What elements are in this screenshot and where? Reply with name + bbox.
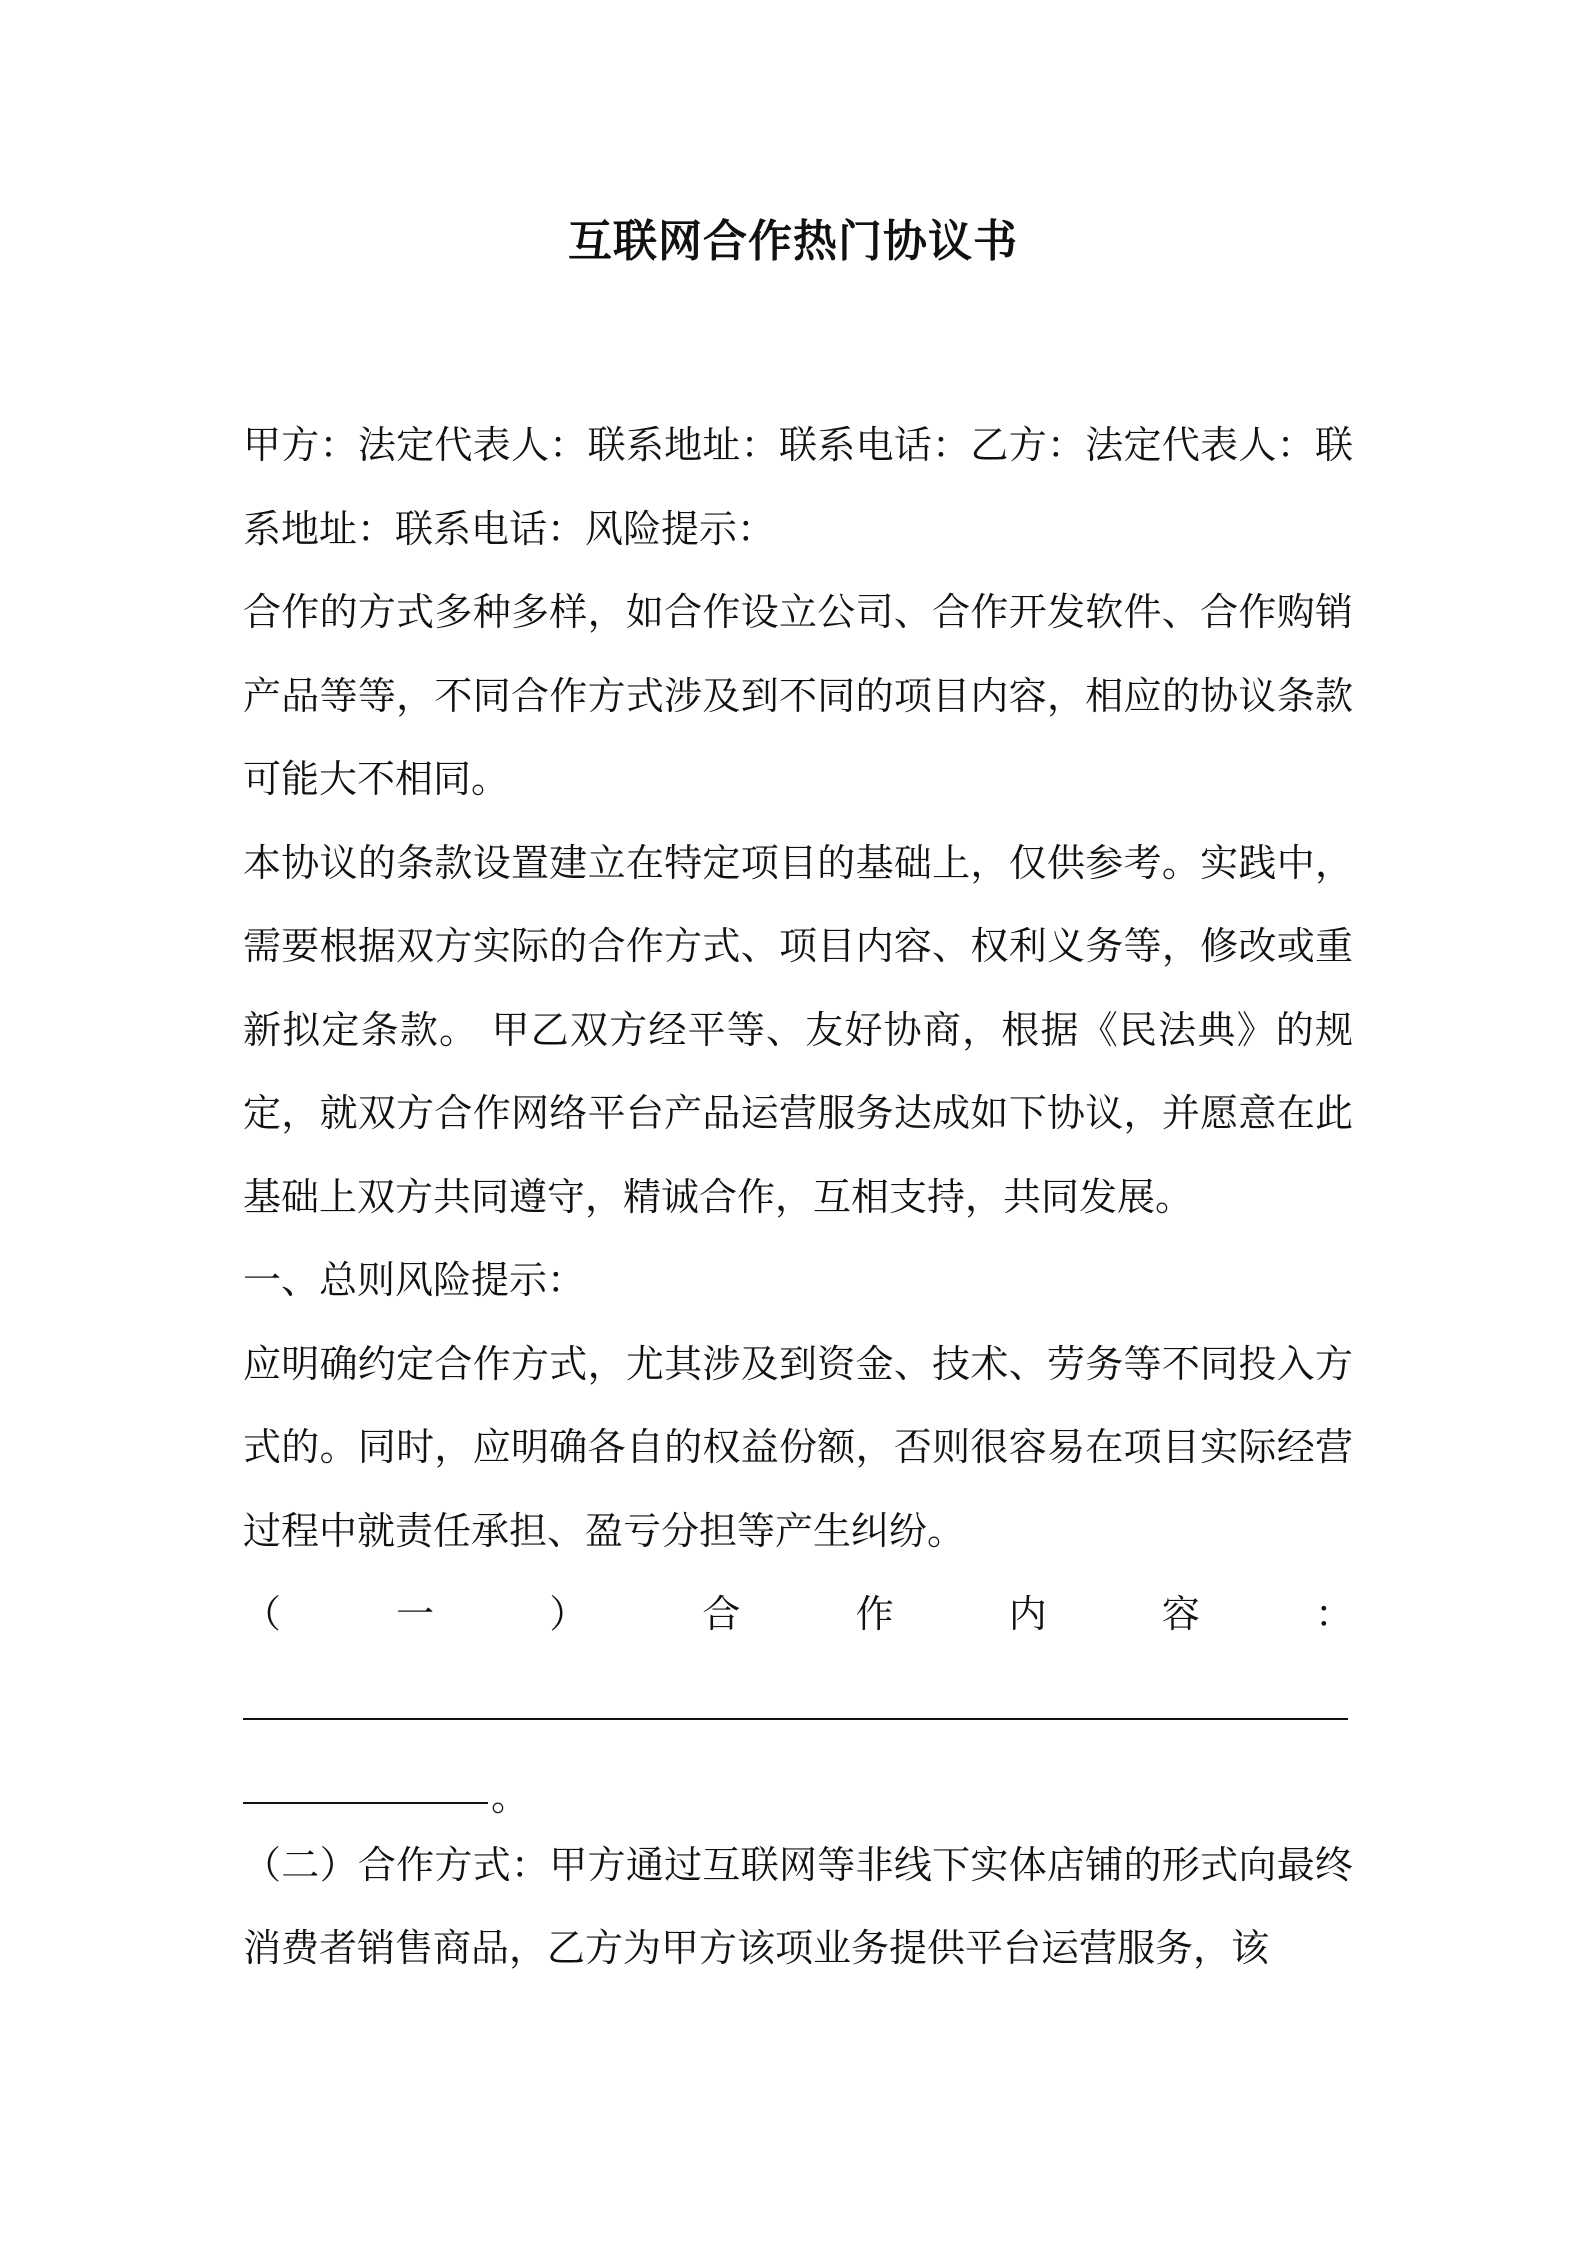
blank-end-mark: 。 [491,1774,530,1819]
heading-char: ） [549,1592,588,1636]
cooperation-method-paragraph: （二）合作方式：甲方通过互联网等非线下实体店铺的形式向最终消费者销售商品，乙方为甲方该项业务提供平台运营服务，该 [243,1842,1353,1970]
heading-char: 作 [855,1592,894,1636]
document-body [243,404,1353,1991]
general-risk-paragraph: 应明确约定合作方式，尤其涉及到资金、技术、劳务等不同投入方式的。同时，应明确各自的权益份额，否则很容易在项目实际经营过程中就责任承担、盈亏分担等产生纠纷。 [243,1341,1353,1553]
heading-char: （ [243,1592,282,1636]
fill-in-blank-line [243,1740,1353,1824]
document-title: 互联网合作热门协议书 [568,216,1018,267]
parties-paragraph: 甲方：法定代表人：联系地址：联系电话：乙方：法定代表人：联系地址：联系电话：风险提示： [243,423,1353,551]
heading-char: 一 [396,1592,435,1636]
blank-underline [243,1718,1348,1720]
fill-in-blank-line [243,1657,1353,1741]
cooperation-content-heading [243,1573,1353,1657]
heading-char: 容 [1161,1592,1200,1636]
blank-underline [243,1802,488,1804]
heading-char: 合 [702,1592,741,1636]
preamble-paragraph: 本协议的条款设置建立在特定项目的基础上，仅供参考。实践中，需要根据双方实际的合作方式、项目内容、权利义务等，修改或重新拟定条款。 甲乙双方经平等、友好协商，根据《民法典》的规定，就双方合作网络平台产品运营服务达成如下协议，并愿意在此基础上双方共同遵守，精诚合作，互相支持，共同发展。 [243,840,1353,1219]
heading-char: 内 [1008,1592,1047,1636]
section-one-heading: 一、总则风险提示： [243,1258,586,1302]
heading-char: ： [1314,1592,1353,1636]
risk-note-paragraph: 合作的方式多种多样，如合作设立公司、合作开发软件、合作购销产品等等，不同合作方式涉及到不同的项目内容，相应的协议条款可能大不相同。 [243,590,1353,801]
